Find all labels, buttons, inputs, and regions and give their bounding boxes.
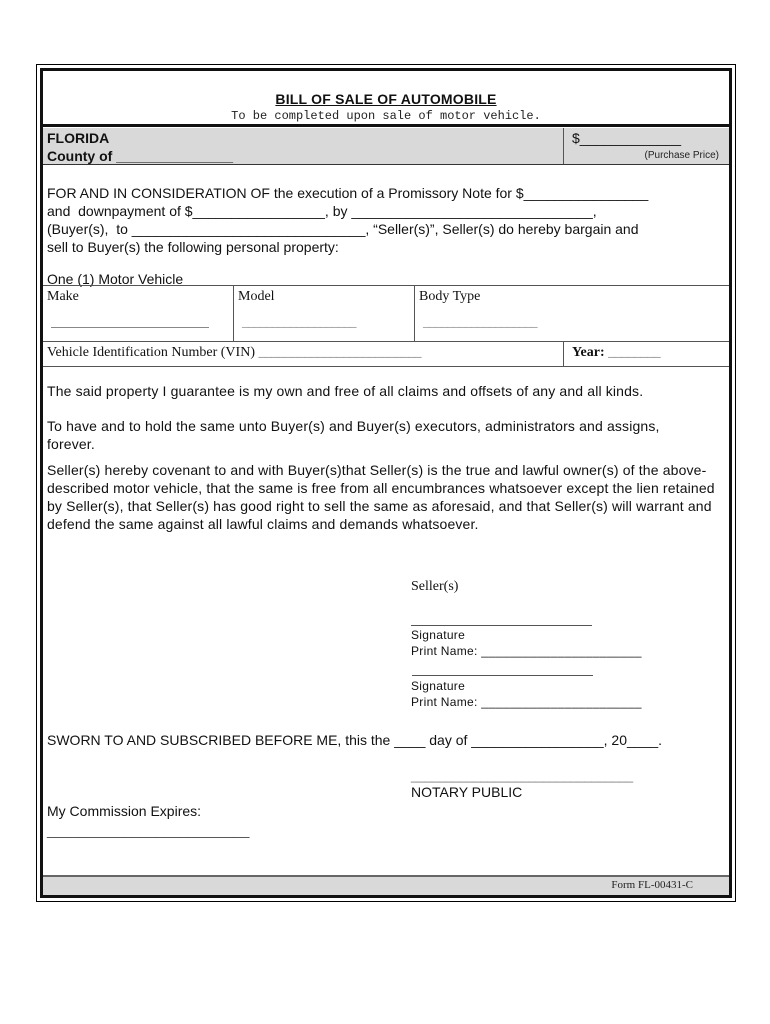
sellers-heading: Seller(s)	[411, 579, 459, 594]
purchase-price-cell	[563, 128, 729, 164]
seller-1-print-name-field[interactable]	[411, 644, 642, 658]
body-type-label: Body Type	[419, 289, 481, 304]
year-field[interactable]	[572, 345, 660, 361]
consideration-line-1[interactable]: FOR AND IN CONSIDERATION OF the execution of a Promissory Note for $________________	[47, 185, 649, 201]
seller-2-print-name-field[interactable]	[411, 695, 642, 709]
commission-expires-label: My Commission Expires:	[47, 803, 202, 819]
make-cell[interactable]	[43, 286, 234, 341]
consideration-line-4: sell to Buyer(s) the following personal property:	[47, 239, 339, 255]
vehicle-row-details	[43, 286, 729, 342]
state-county-band	[43, 128, 729, 165]
county-label: County of	[47, 148, 113, 164]
seller-1-signature-label: Signature	[411, 628, 466, 642]
footer-band	[43, 875, 729, 895]
document-subtitle: To be completed upon sale of motor vehicle.	[231, 109, 541, 123]
seller-2-signature-line[interactable]	[412, 675, 593, 676]
year-cell	[563, 342, 729, 366]
make-label: Make	[47, 289, 79, 304]
document-title: BILL OF SALE OF AUTOMOBILE	[275, 91, 497, 107]
covenant-paragraph: Seller(s) hereby covenant to and with Buyer(s)that Seller(s) is the true and lawful owner(s) of the above-described motor vehicle, that the same is free from all encumbrances whatsoever except the lien retained by Seller(s), that Seller(s) has good right to sell the same as aforesaid, and that Seller(s) will warrant and defend the same against all lawful claims and demands whatsoever.	[47, 462, 715, 532]
year-input-line[interactable]: ________	[608, 345, 661, 360]
county-field[interactable]	[47, 148, 233, 164]
seller-1-signature-line[interactable]	[411, 625, 592, 626]
form-number: Form FL-00431-C	[611, 879, 693, 891]
seller-2-signature-label: Signature	[411, 679, 466, 693]
model-label: Model	[238, 289, 275, 304]
body-type-input-line[interactable]: ___________________	[423, 314, 537, 329]
print-name-label: Print Name:	[411, 644, 478, 658]
vin-input-line[interactable]: _________________________	[258, 345, 421, 360]
consideration-line-2[interactable]: and downpayment of $_________________, by _______________________________,	[47, 203, 597, 219]
year-label: Year:	[572, 345, 605, 360]
vin-field[interactable]	[47, 345, 421, 361]
vehicle-heading: One (1) Motor Vehicle	[47, 271, 184, 287]
header-divider	[43, 124, 729, 127]
model-cell[interactable]	[234, 286, 415, 341]
make-input-line[interactable]	[51, 327, 209, 328]
commission-expires-line[interactable]: __________________________	[47, 822, 250, 838]
model-input-line[interactable]: ___________________	[242, 314, 356, 329]
to-have-paragraph: To have and to hold the same unto Buyer(s) and Buyer(s) executors, administrators and assigns, forever.	[47, 418, 660, 452]
vehicle-table	[43, 285, 729, 367]
county-blank[interactable]: _______________	[116, 148, 234, 164]
guarantee-paragraph: The said property I guarantee is my own and free of all claims and offsets of any and all kinds.	[47, 383, 644, 399]
vin-label: Vehicle Identification Number (VIN)	[47, 345, 255, 360]
consideration-line-3[interactable]: (Buyer(s), to ______________________________, “Seller(s)”, Seller(s) do hereby bargain and	[47, 221, 639, 237]
notary-public-label: NOTARY PUBLIC	[411, 784, 523, 800]
purchase-price-caption: (Purchase Price)	[644, 150, 719, 161]
document-border	[40, 68, 732, 898]
print-name-blank[interactable]: _______________________	[481, 695, 642, 709]
notary-signature-line[interactable]: ________________________________	[411, 768, 633, 783]
print-name-blank[interactable]: _______________________	[481, 644, 642, 658]
print-name-label: Print Name:	[411, 695, 478, 709]
vehicle-row-vin	[43, 342, 729, 366]
purchase-price-field[interactable]: $_____________	[572, 130, 682, 146]
document-frame	[36, 64, 736, 902]
body-type-cell[interactable]	[415, 286, 729, 341]
state-name: FLORIDA	[47, 130, 110, 146]
sworn-statement[interactable]: SWORN TO AND SUBSCRIBED BEFORE ME, this the ____ day of _________________, 20____.	[47, 732, 663, 748]
